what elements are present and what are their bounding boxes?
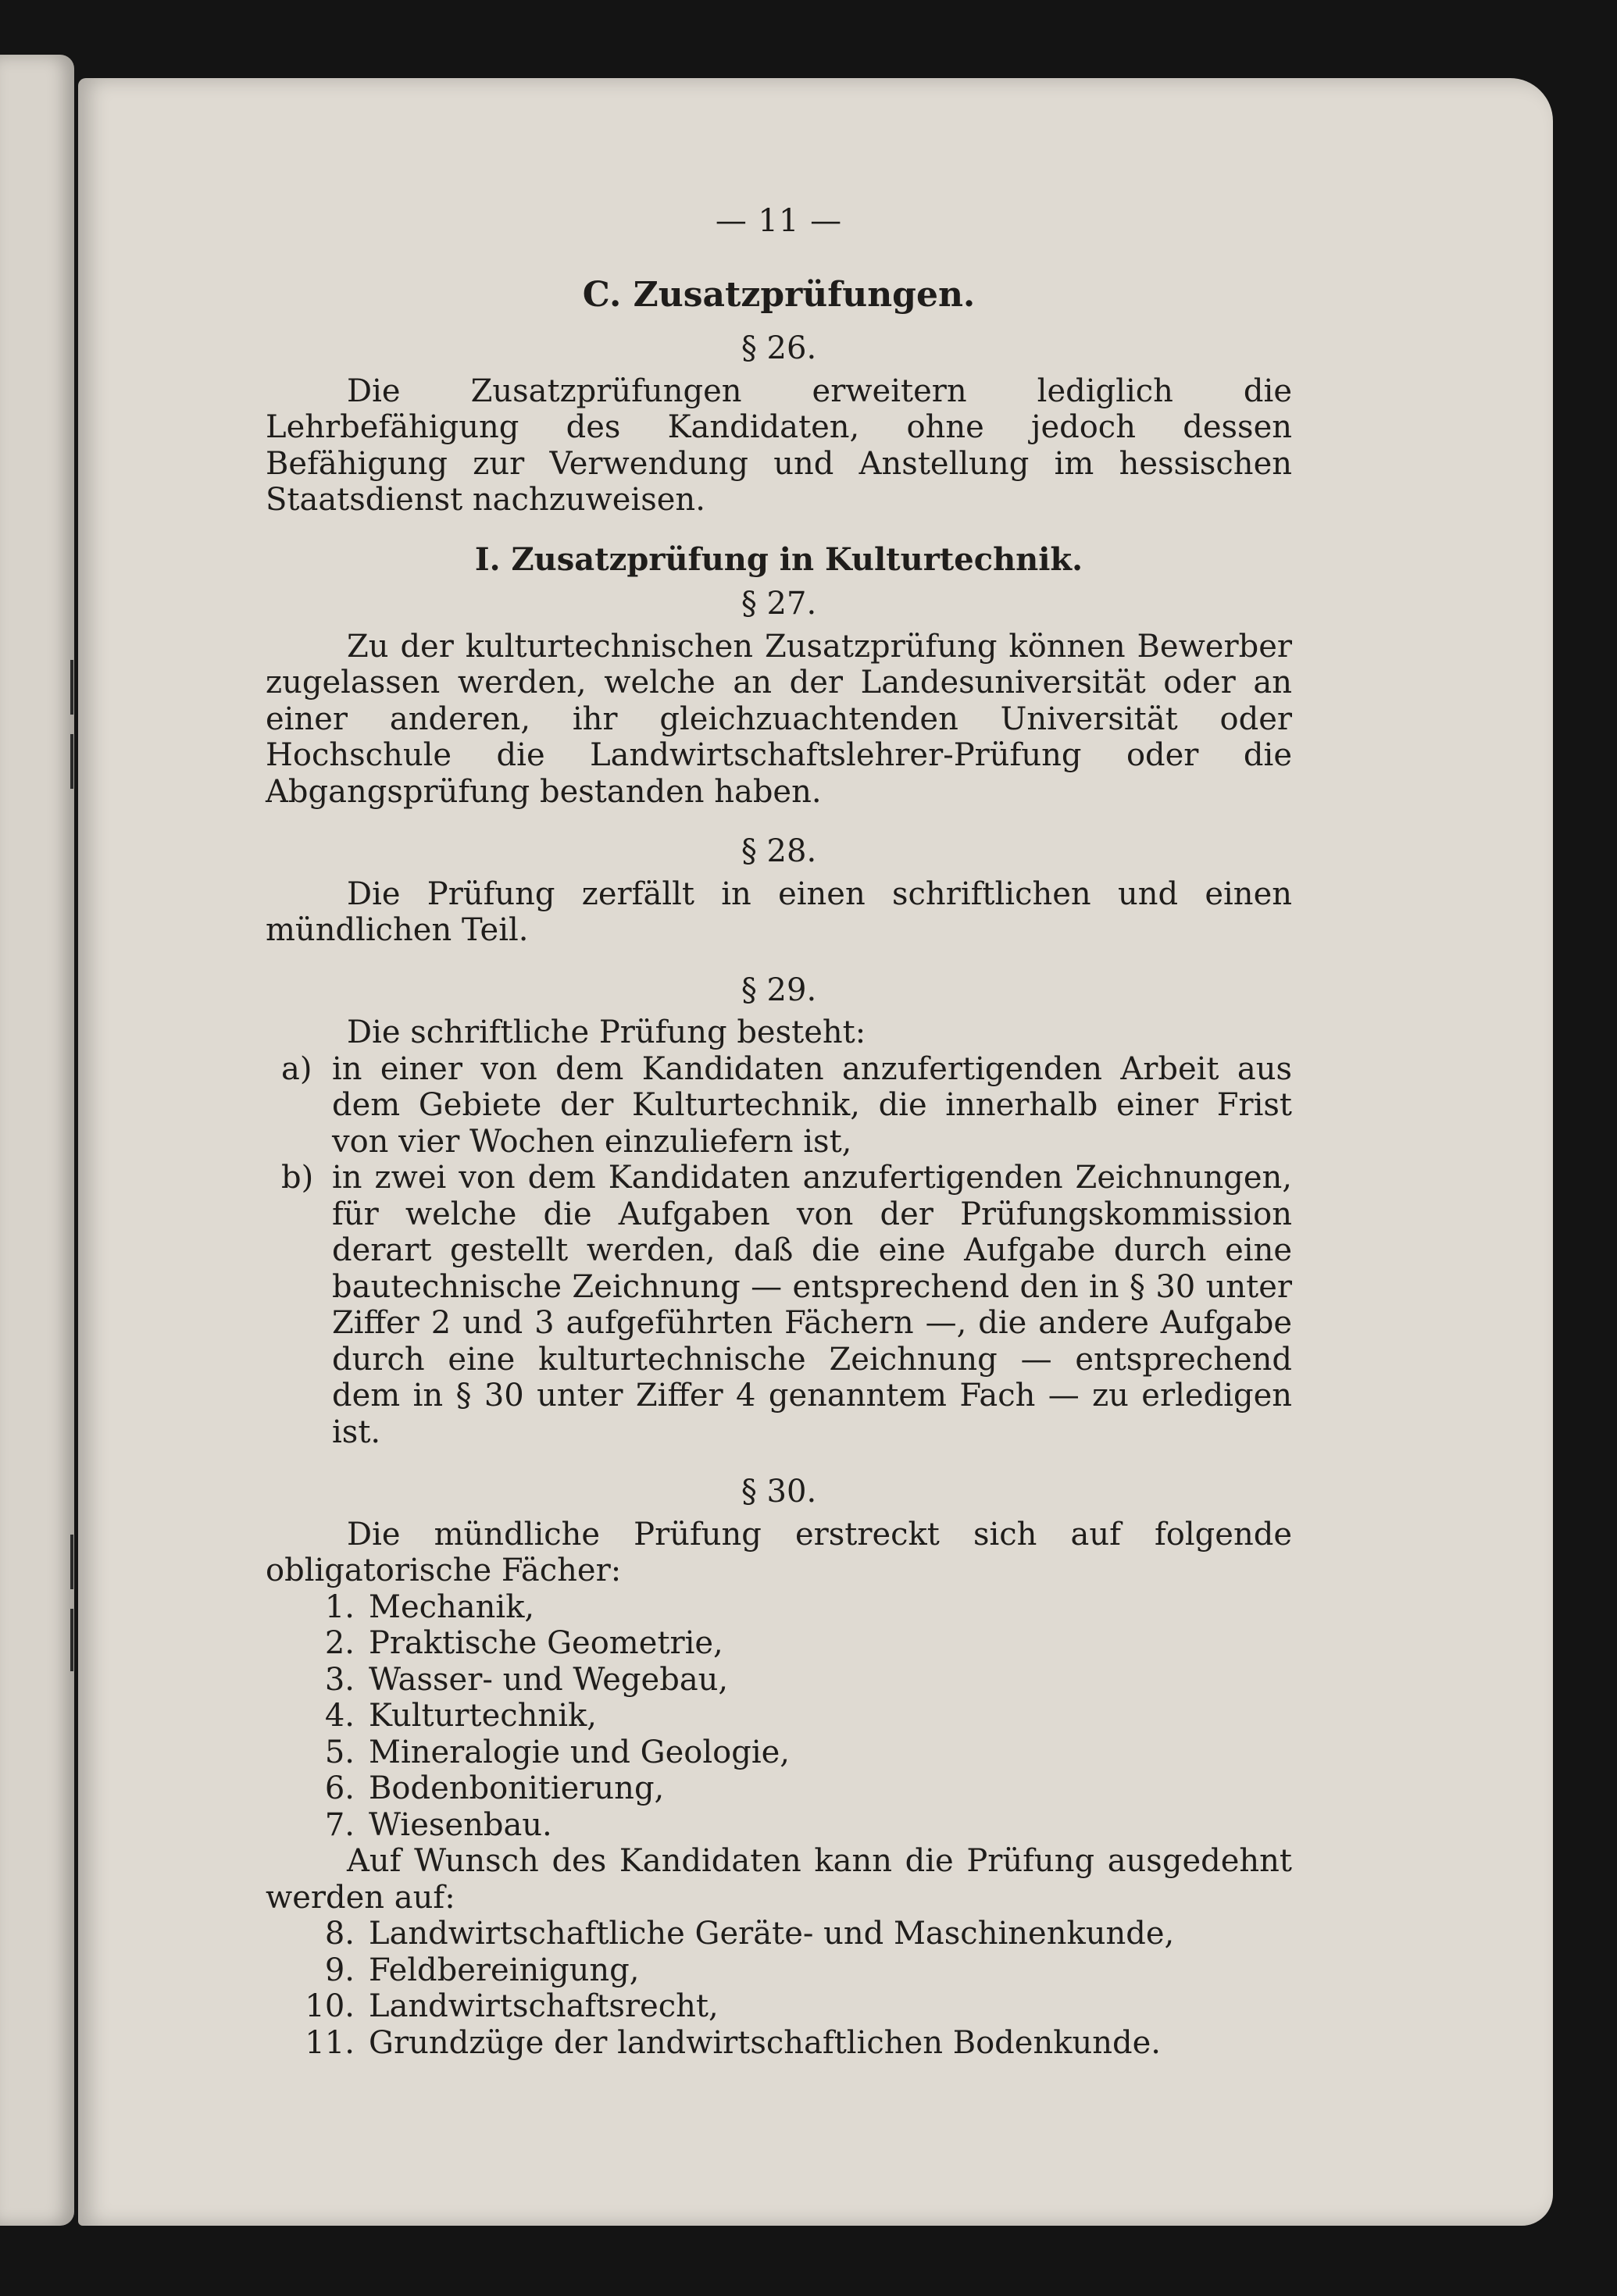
left-margin-mark xyxy=(70,660,73,715)
list-item-text: Wiesenbau. xyxy=(369,1806,552,1843)
list-number: 10. xyxy=(305,1988,355,2024)
list-item xyxy=(286,2025,1292,2062)
list-number: 3. xyxy=(324,1661,355,1698)
paragraph-number: § 30. xyxy=(741,1474,817,1510)
list-item-text: Landwirtschaftliche Geräte- und Maschinenkunde, xyxy=(369,1916,1175,1952)
optional-subject-list xyxy=(286,1916,1292,2061)
list-number: 1. xyxy=(324,1588,355,1625)
subsection-title: I. Zusatzprüfung in Kulturtechnik. xyxy=(474,540,1083,578)
page-text xyxy=(266,203,1292,2061)
list-number: 5. xyxy=(324,1734,355,1770)
list-item xyxy=(286,1625,1292,1662)
page-number: — 11 — xyxy=(715,203,843,239)
list-number: 11. xyxy=(305,2024,355,2061)
list-number: 7. xyxy=(324,1806,355,1843)
list-item xyxy=(281,1051,1292,1160)
list-item-text: in einer von dem Kandidaten anzufertigenden Arbeit aus dem Gebiete der Kulturtechnik, die innerhalb einer Frist von vier Wochen einzuliefern ist, xyxy=(332,1050,1292,1160)
paragraph-number: § 26. xyxy=(741,330,817,366)
list-number: 4. xyxy=(324,1698,355,1734)
list-item xyxy=(286,1589,1292,1626)
list-item xyxy=(286,1988,1292,2025)
list-item xyxy=(286,1662,1292,1699)
left-page-edge xyxy=(0,55,74,2226)
paragraph-text: Zu der kulturtechnischen Zusatzprüfung können Bewerber zugelassen werden, welche an der Landesuniversität oder an einer anderen, ihr gleichzuachtenden Universität oder Hochschule die Landwirtschaftslehrer-Prüfung oder die Abgangsprüfung bestanden haben. xyxy=(266,628,1292,810)
list-number: 2. xyxy=(324,1625,355,1661)
list-item-text: Grundzüge der landwirtschaftlichen Bodenkunde. xyxy=(369,2024,1161,2061)
paragraph-number: § 29. xyxy=(741,972,817,1008)
section-title: C. Zusatzprüfungen. xyxy=(582,274,976,315)
list-item-text: Bodenbonitierung, xyxy=(369,1770,665,1806)
document-page xyxy=(78,78,1553,2226)
list-item-text: Praktische Geometrie, xyxy=(369,1625,723,1661)
list-item-text: Wasser- und Wegebau, xyxy=(369,1661,729,1698)
paragraph-text: Die Prüfung zerfällt in einen schriftlichen und einen mündlichen Teil. xyxy=(266,875,1292,948)
paragraph-intro: Die mündliche Prüfung erstreckt sich auf folgende obligatorische Fächer: xyxy=(266,1516,1292,1588)
paragraph-intro: Die schriftliche Prüfung besteht: xyxy=(347,1014,866,1050)
paragraph-number: § 28. xyxy=(741,833,817,869)
left-margin-mark xyxy=(70,1535,73,1589)
list-number: 8. xyxy=(324,1916,355,1952)
paragraph-text: Die Zusatzprüfungen erweitern lediglich die Lehrbefähigung des Kandidaten, ohne jedoch dessen Befähigung zur Verwendung und Anstellung im hessischen Staatsdienst nachzuweisen. xyxy=(266,373,1292,518)
list-item-text: Kulturtechnik, xyxy=(369,1698,597,1734)
list-item xyxy=(286,1734,1292,1771)
list-item xyxy=(286,1916,1292,1952)
paragraph-number: § 27. xyxy=(741,586,817,622)
left-margin-mark xyxy=(70,1609,73,1671)
list-number: 6. xyxy=(324,1770,355,1806)
list-item-text: Feldbereinigung, xyxy=(369,1952,640,1988)
list-number: 9. xyxy=(324,1952,355,1988)
list-item xyxy=(286,1770,1292,1807)
list-item-text: Mechanik, xyxy=(369,1588,535,1625)
subject-list xyxy=(286,1589,1292,1844)
list-label: a) xyxy=(281,1050,312,1087)
list-label: b) xyxy=(281,1160,314,1196)
list-item xyxy=(286,1807,1292,1844)
list-item xyxy=(281,1160,1292,1450)
list-item-text: in zwei von dem Kandidaten anzufertigenden Zeichnungen, für welche die Aufgaben von der Prüfungskommission derart gestellt werden, daß die eine Aufgabe durch eine bautechnische Zeichnung — entsprechend den in § 30 unter Ziffer 2 und 3 aufgeführten Fächern —, die andere Aufgabe durch eine kulturtechnische Zeichnung — entsprechend dem in § 30 unter Ziffer 4 genanntem Fach — zu erledigen ist. xyxy=(332,1160,1292,1450)
left-margin-mark xyxy=(70,734,73,789)
list-item-text: Landwirtschaftsrecht, xyxy=(369,1988,719,2024)
list-item xyxy=(286,1698,1292,1734)
paragraph-text: Auf Wunsch des Kandidaten kann die Prüfung ausgedehnt werden auf: xyxy=(266,1843,1292,1916)
list-item xyxy=(286,1952,1292,1989)
list-item-text: Mineralogie und Geologie, xyxy=(369,1734,791,1770)
